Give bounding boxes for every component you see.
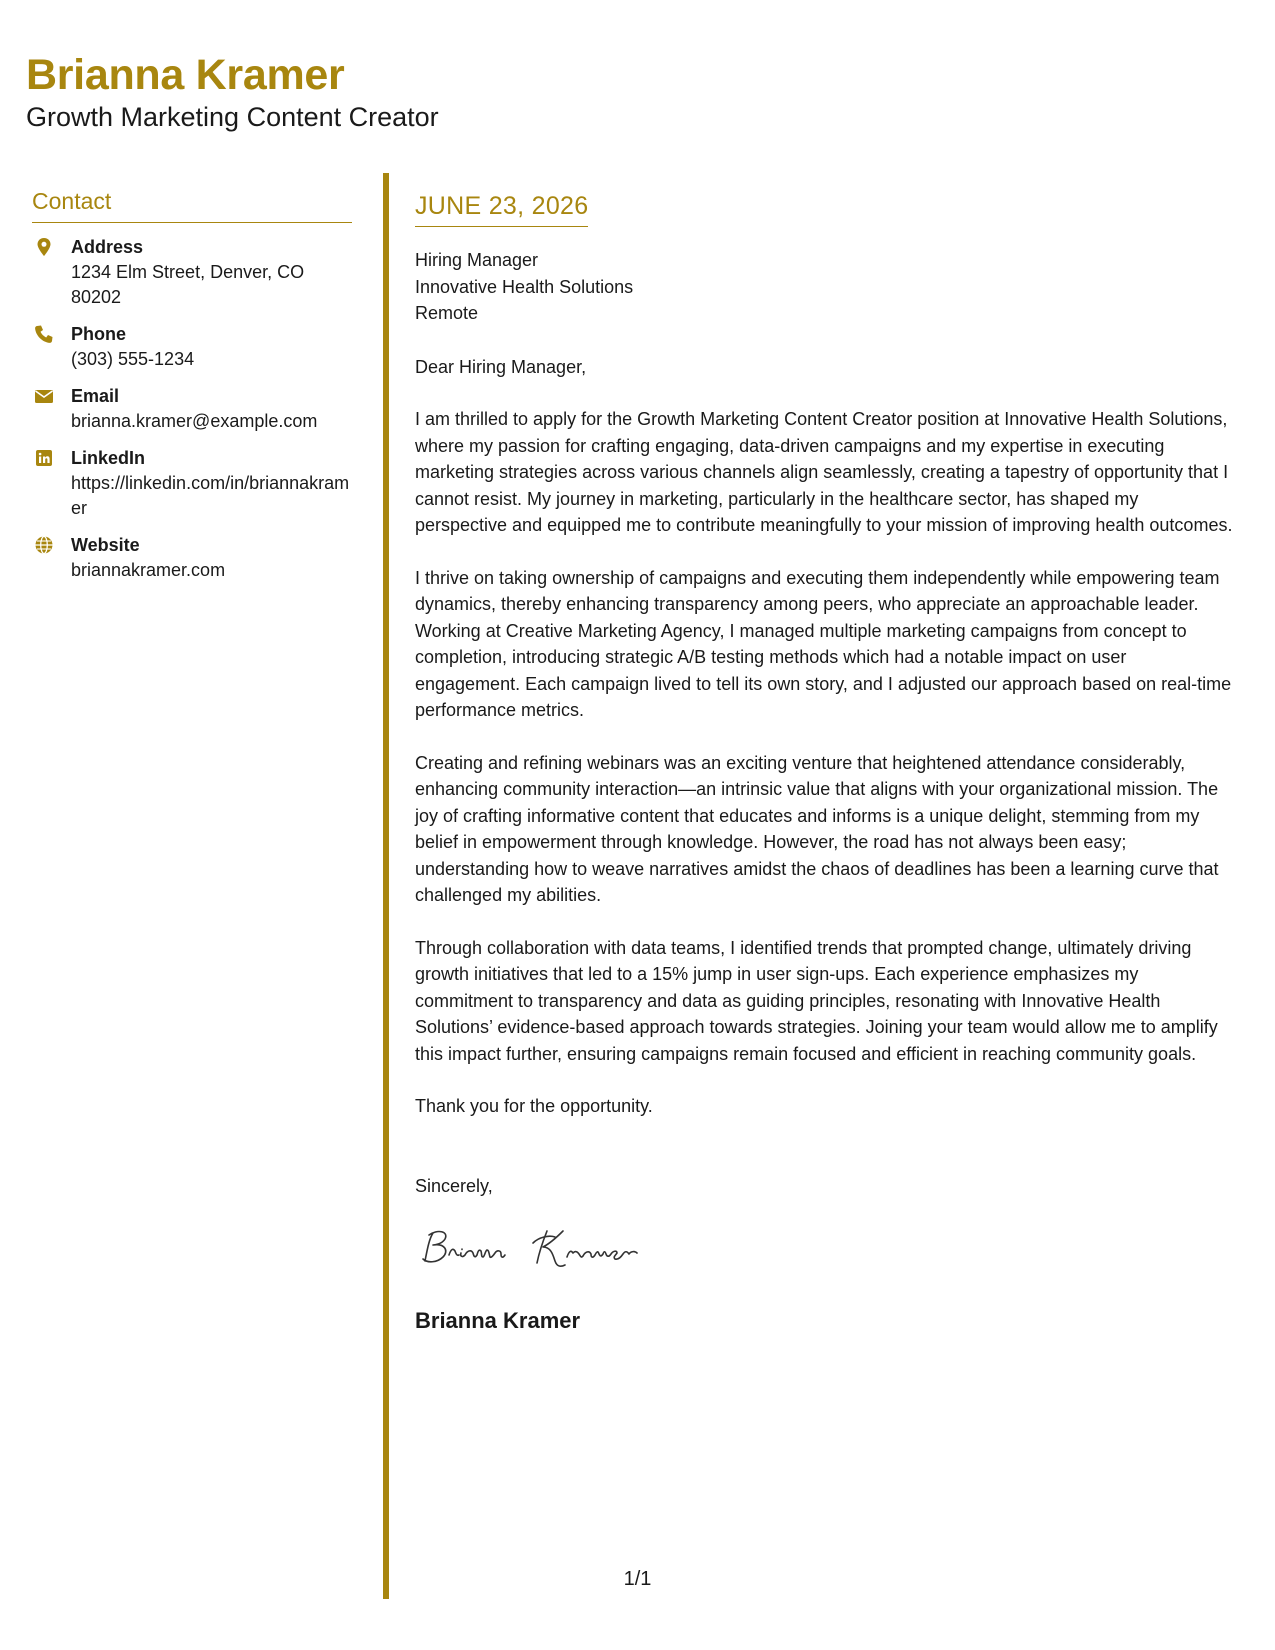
contact-value[interactable]: https://linkedin.com/in/briannakramer [71,473,350,518]
linkedin-icon [34,448,54,468]
vertical-divider [383,173,389,1599]
paragraph: Creating and refining webinars was an exciting venture that heightened attendance considerably, enhancing community interaction—an intrinsic value that aligns with your organizational mission. The joy of crafting informative content that educates and informs is a unique delight, stemming from my belief in empowerment through knowledge. However, the road has not always been easy; understanding how to weave narratives amidst the chaos of deadlines has been a learning curve that challenged my abilities. [415,752,1219,905]
contact-heading: Contact [32,186,352,223]
applicant-role: Growth Marketing Content Creator [26,102,439,132]
recipient-location: Remote [415,303,479,323]
map-pin-icon [34,237,54,257]
paragraph: Through collaboration with data teams, I identified trends that prompted change, ultimately driving growth initiatives that led to a 15% jump in user sign-ups. Each experience emphasizes my commitment to transparency and data as guiding principles, resonating with Innovative Health Solutions’ evidence-based approach towards strategies. Joining your team would allow me to amplify this impact further, ensuring campaigns remain focused and efficient in reaching community goals. [415,937,1218,1064]
contact-label: LinkedIn [71,448,146,468]
contact-sidebar [32,186,352,583]
applicant-name: Brianna Kramer [26,51,345,99]
header [26,50,439,134]
contact-label: Email [71,386,120,406]
contact-value: (303) 555-1234 [71,349,195,369]
contact-value[interactable]: brianna.kramer@example.com [71,411,318,431]
signoff: Sincerely, [415,1175,493,1196]
contact-website [32,533,352,583]
signature-image [415,1221,685,1279]
paragraph: I am thrilled to apply for the Growth Marketing Content Creator position at Innovative Health Solutions, where my passion for crafting engaging, data-driven campaigns and my expertise in executing marketing strategies across various channels align seamlessly, creating a tapestry of opportunity that I cannot resist. My journey in marketing, particularly in the healthcare sector, has shaped my perspective and equipped me to contribute meaningfully to your mission of improving health outcomes. [415,409,1233,535]
signer-name: Brianna Kramer [415,1308,581,1333]
paragraph: I thrive on taking ownership of campaigns and executing them independently while empowering team dynamics, thereby enhancing transparency among peers, who appreciate an approachable leader. Working at Creative Marketing Agency, I managed multiple marketing campaigns from concept to completion, introducing strategic A/B testing methods which had a notable impact on user engagement. Each campaign lived to tell its own story, and I adjusted our approach based on real-time performance metrics. [415,567,1232,720]
contact-phone [32,322,352,372]
contact-address [32,235,352,310]
recipient-company: Innovative Health Solutions [415,276,634,297]
envelope-icon [34,386,54,406]
contact-label: Website [71,535,140,555]
globe-icon [34,535,54,555]
letter-body [415,190,1235,1336]
phone-icon [34,324,54,344]
recipient-title: Hiring Manager [415,250,539,270]
contact-value[interactable]: briannakramer.com [71,560,226,580]
page-number: 1/1 [623,1568,652,1590]
salutation: Dear Hiring Manager, [415,356,587,377]
recipient-block [415,247,1235,327]
contact-linkedin [32,446,352,521]
contact-email [32,384,352,434]
letter-date: JUNE 23, 2026 [415,190,588,227]
contact-value: 1234 Elm Street, Denver, CO 80202 [71,262,305,307]
closing-line: Thank you for the opportunity. [415,1096,653,1116]
contact-label: Phone [71,324,127,344]
contact-label: Address [71,237,144,257]
